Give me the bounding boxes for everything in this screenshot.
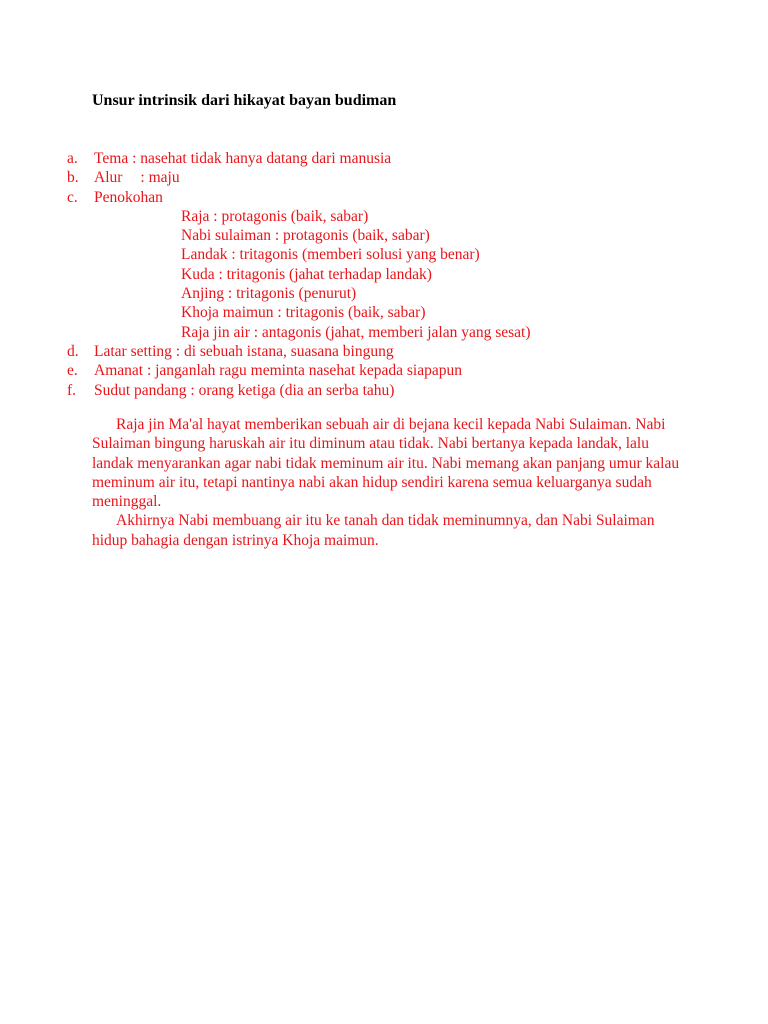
story-paragraph: Akhirnya Nabi membuang air itu ke tanah dan tidak meminumnya, dan Nabi Sulaiman hidup bahagia dengan istrinya Khoja maimun.: [92, 512, 655, 549]
story-paragraph: Raja jin Ma'al hayat memberikan sebuah air di bejana kecil kepada Nabi Sulaiman. Nabi Sulaiman bingung haruskah air itu diminum atau tidak. Nabi bertanya kepada landak, lalu landak menyarankan agar nabi tidak meminum air itu. Nabi memang akan panjang umur kalau meminum air itu, tetapi nantinya nabi akan hidup sendiri karena semua keluarganya sudah meninggal.: [92, 416, 680, 511]
list-marker: d.: [67, 342, 79, 360]
list-item-text: Latar setting : di sebuah istana, suasana bingung: [94, 342, 394, 360]
list-marker: f.: [67, 381, 77, 399]
character-item: Nabi sulaiman : protagonis (baik, sabar): [181, 227, 430, 245]
character-item: Landak : tritagonis (memberi solusi yang benar): [181, 246, 480, 264]
list-item-text: Sudut pandang : orang ketiga (dia an serba tahu): [94, 381, 395, 399]
list-marker: b.: [67, 169, 79, 187]
list-item-sudut-pandang: [67, 381, 707, 400]
list-item-penokohan: [67, 188, 707, 207]
list-marker: a.: [67, 150, 78, 167]
list-item-latar: [67, 342, 707, 361]
list-marker: e.: [67, 362, 78, 380]
list-marker: c.: [67, 188, 78, 206]
document-title: Unsur intrinsik dari hikayat bayan budiman: [92, 92, 397, 109]
list-item-amanat: [67, 361, 707, 380]
list-item-text: Tema : nasehat tidak hanya datang dari manusia: [94, 150, 392, 167]
intrinsic-elements-list: [67, 149, 707, 400]
list-item-text: Amanat : janganlah ragu meminta nasehat kepada siapapun: [94, 362, 462, 380]
character-item: Raja jin air : antagonis (jahat, memberi jalan yang sesat): [181, 323, 531, 341]
list-item-label: Penokohan: [94, 188, 163, 206]
list-item-alur: [67, 168, 707, 187]
story-summary: [92, 415, 692, 550]
list-item-label: Alur: [94, 169, 123, 187]
character-item: Khoja maimun : tritagonis (baik, sabar): [181, 304, 426, 322]
list-item-text: : maju: [140, 169, 180, 187]
character-item: Anjing : tritagonis (penurut): [181, 285, 357, 303]
character-item: Raja : protagonis (baik, sabar): [181, 207, 369, 225]
character-item: Kuda : tritagonis (jahat terhadap landak): [181, 265, 432, 283]
list-item-tema: [67, 149, 707, 168]
